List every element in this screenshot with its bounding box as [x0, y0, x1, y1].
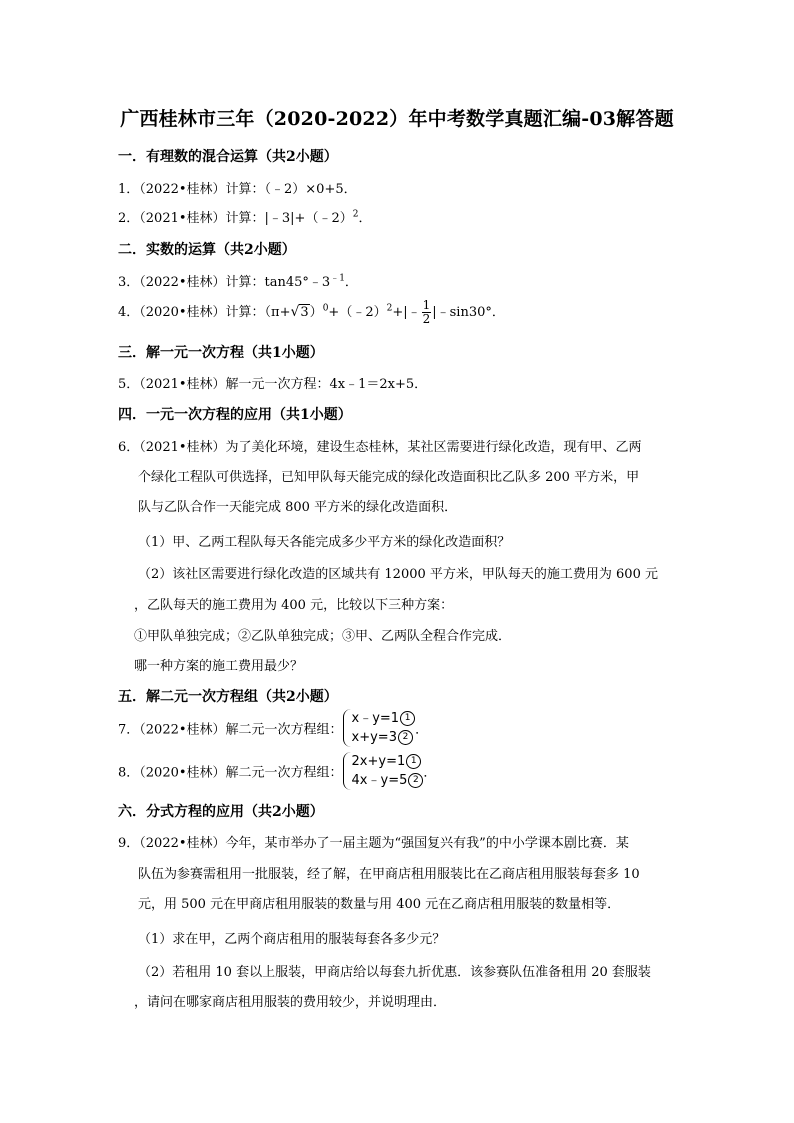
question-6-line-3: 队与乙队合作一天能完成 800 平方米的绿化改造面积．: [138, 500, 458, 515]
circle-mark-2: 2: [408, 773, 423, 788]
question-5: 5．（2021•桂林）解一元一次方程：4x﹣1＝2x+5．: [118, 377, 428, 392]
equation-1: x﹣y=1 1: [352, 709, 416, 728]
section-heading-1: 一．有理数的混合运算（共2小题）: [118, 149, 338, 165]
question-3: 3．（2022•桂林）计算：$\tan 45^\circ﹣3^{﹣1}$．: [118, 273, 358, 290]
question-6-options: ①甲队单独完成；②乙队单独完成；③甲、乙两队全程合作完成．: [134, 629, 512, 644]
fraction: $\frac{1}{2}$: [422, 298, 431, 326]
question-9-line-3: 元，用 500 元在甲商店租用服装的数量与用 400 元在乙商店租用服装的数量相等．: [138, 897, 621, 912]
circle-mark-1: 1: [406, 754, 421, 769]
question-6-ask: 哪一种方案的施工费用最少？: [134, 659, 304, 674]
question-6-line-2: 个绿化工程队可供选择，已知甲队每天能完成的绿化改造面积比乙队多 200 平方米，甲: [138, 470, 640, 485]
equation-2: x+y=3 2: [352, 728, 416, 747]
section-heading-3: 三．解一元一次方程（共1小题）: [118, 345, 324, 361]
equation-system: [343, 752, 424, 790]
section-heading-6: 六．分式方程的应用（共2小题）: [118, 804, 324, 820]
question-9-line-6: ，请问在哪家商店租用服装的费用较少，并说明理由．: [134, 995, 447, 1010]
question-6-line-6: ，乙队每天的施工费用为 400 元，比较以下三种方案：: [134, 598, 454, 613]
question-4: 4．（2020•桂林）计算：$(\pi+√3)^0+(﹣2)^2+|﹣$ $\frac{1}{2}$ |﹣sin30°．: [118, 298, 505, 326]
circle-mark-2: 2: [398, 730, 413, 745]
question-2: 2．（2021•桂林）计算：|﹣3|+（﹣2）$^2$．: [118, 209, 372, 226]
circle-mark-1: 1: [400, 711, 415, 726]
question-6-part-2: （2）该社区需要进行绿化改造的区域共有 12000 平方米，甲队每天的施工费用为 600 元: [138, 567, 658, 582]
equation-system: [343, 709, 416, 747]
question-6-part-1: （1）甲、乙两工程队每天各能完成多少平方米的绿化改造面积？: [138, 535, 511, 550]
question-7: 7．（2022•桂林）解二元一次方程组： x﹣y=1 1 x+y=3 2 ．: [118, 711, 429, 745]
section-heading-5: 五．解二元一次方程组（共2小题）: [118, 689, 338, 705]
equation-2: 4x﹣y=5 2: [352, 771, 424, 790]
equation-1: 2x+y=1 1: [352, 752, 424, 771]
question-9-line-1: 9．（2022•桂林）今年，某市举办了一届主题为“强国复兴有我”的中小学课本剧比赛．某: [118, 836, 629, 851]
document-title: 广西桂林市三年（2020-2022）年中考数学真题汇编-03解答题: [120, 108, 674, 130]
section-heading-2: 二．实数的运算（共2小题）: [118, 242, 296, 258]
question-9-line-2: 队伍为参赛需租用一批服装，经了解，在甲商店租用服装比在乙商店租用服装每套多 10: [138, 867, 640, 882]
question-1: 1．（2022•桂林）计算：（﹣2）×0+5．: [118, 182, 357, 197]
question-9-part-1: （1）求在甲，乙两个商店租用的服装每套各多少元？: [138, 932, 446, 947]
question-6-line-1: 6．（2021•桂林）为了美化环境，建设生态桂林，某社区需要进行绿化改造，现有甲、乙两: [118, 440, 642, 455]
question-9-part-2: （2）若租用 10 套以上服装，甲商店给以每套九折优惠．该参赛队伍准备租用 20 套服装: [138, 965, 651, 980]
section-heading-4: 四．一元一次方程的应用（共1小题）: [118, 407, 352, 423]
question-8: 8．（2020•桂林）解二元一次方程组： 2x+y=1 1 4x﹣y=5 2 ．: [118, 754, 437, 788]
sqrt-expression: √3: [290, 304, 309, 320]
